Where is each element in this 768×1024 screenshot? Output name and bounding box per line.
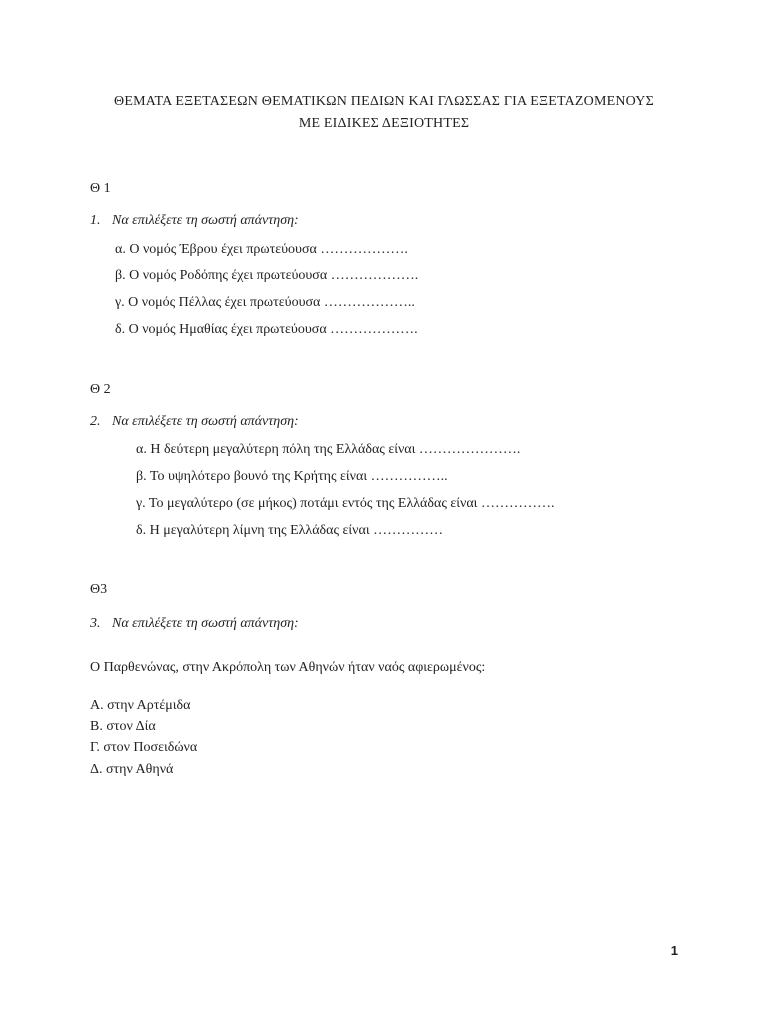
option-a: Α. στην Αρτέμιδα — [90, 698, 191, 713]
question-number-3: 3. — [90, 616, 101, 631]
section-heading-1: Θ 1 — [90, 181, 111, 196]
list-item-1d: δ. Ο νομός Ημαθίας έχει πρωτεύουσα ………………. — [115, 322, 418, 337]
section-heading-2: Θ 2 — [90, 382, 111, 397]
list-item-1b: β. Ο νομός Ροδόπης έχει πρωτεύουσα ………………. — [115, 268, 419, 283]
question-prompt-3: Ο Παρθενώνας, στην Ακρόπολη των Αθηνών ήταν ναός αφιερωμένος: — [90, 660, 486, 675]
question-text-3: Να επιλέξετε τη σωστή απάντηση: — [112, 616, 299, 631]
question-text-1: Να επιλέξετε τη σωστή απάντηση: — [112, 213, 299, 228]
question-text-2: Να επιλέξετε τη σωστή απάντηση: — [112, 414, 299, 429]
list-item-2b: β. Το υψηλότερο βουνό της Κρήτης είναι …………….. — [136, 469, 448, 484]
list-item-2c: γ. Το μεγαλύτερο (σε μήκος) ποτάμι εντός της Ελλάδας είναι ……………. — [136, 496, 555, 511]
section-heading-3: Θ3 — [90, 582, 108, 597]
page-number: 1 — [670, 943, 678, 958]
option-d: Δ. στην Αθηνά — [90, 762, 174, 777]
list-item-2d: δ. Η μεγαλύτερη λίμνη της Ελλάδας είναι …………… — [136, 523, 444, 538]
document-title-line-2: ΜΕ ΕΙΔΙΚΕΣ ΔΕΞΙΟΤΗΤΕΣ — [298, 116, 470, 131]
question-number-1: 1. — [90, 213, 101, 228]
option-b: Β. στον Δία — [90, 719, 156, 734]
list-item-1c: γ. Ο νομός Πέλλας έχει πρωτεύουσα ……………….. — [115, 295, 415, 310]
option-c: Γ. στον Ποσειδώνα — [90, 740, 198, 755]
list-item-2a: α. Η δεύτερη μεγαλύτερη πόλη της Ελλάδας είναι …………………. — [136, 442, 521, 457]
document-title-line-1: ΘΕΜΑΤΑ ΕΞΕΤΑΣΕΩΝ ΘΕΜΑΤΙΚΩΝ ΠΕΔΙΩΝ ΚΑΙ ΓΛΩΣΣΑΣ ΓΙΑ ΕΞΕΤΑΖΟΜΕΝΟΥΣ — [114, 94, 654, 109]
question-number-2: 2. — [90, 414, 101, 429]
list-item-1a: α. Ο νομός Έβρου έχει πρωτεύουσα ………………. — [115, 242, 408, 257]
